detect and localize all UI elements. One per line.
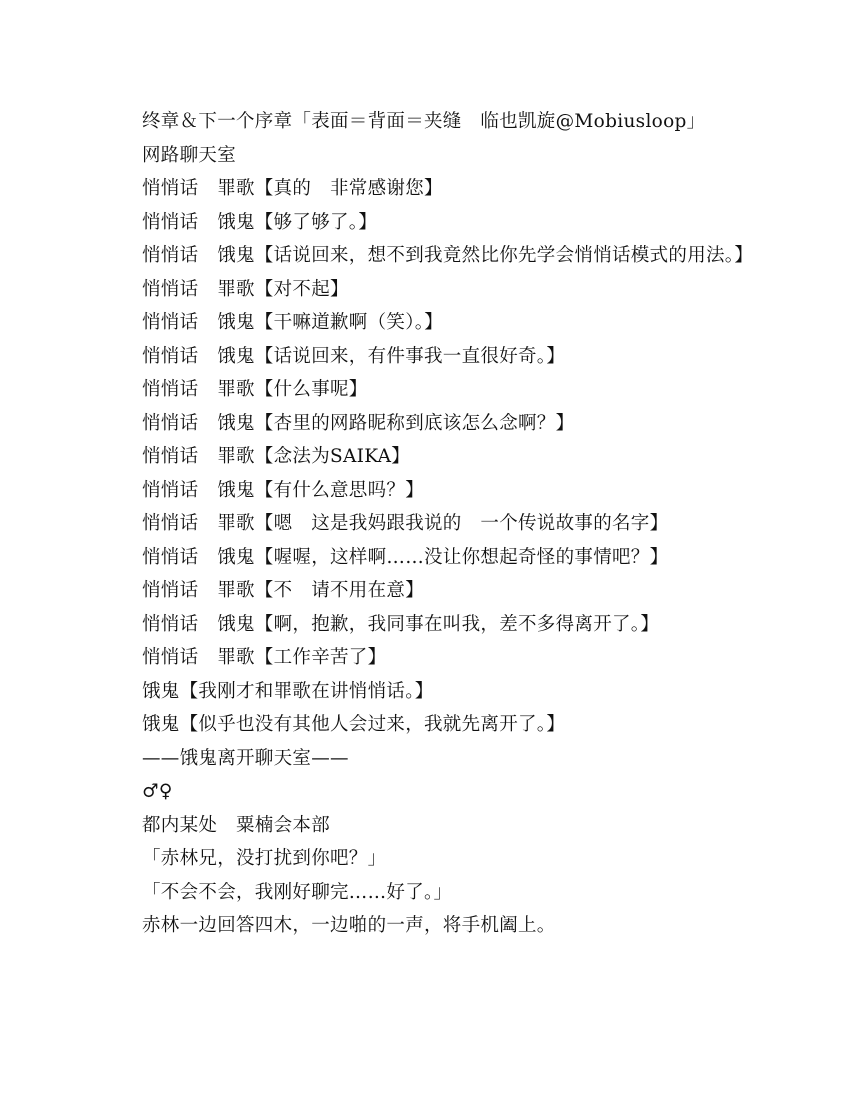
chat-line: 悄悄话 饿鬼【啊，抱歉，我同事在叫我，差不多得离开了。】 [142,613,660,635]
chat-line: 悄悄话 饿鬼【够了够了。】 [142,211,378,233]
chat-line: 悄悄话 饿鬼【话说回来，有件事我一直很好奇。】 [142,345,566,367]
scene-break-symbol: ♂♀ [142,781,173,802]
chat-line: 悄悄话 罪歌【什么事呢】 [142,379,368,400]
chat-line: 饿鬼【我刚才和罪歌在讲悄悄话。】 [142,680,434,702]
chat-line: 悄悄话 罪歌【念法为SAIKA】 [142,446,411,467]
scene-heading: 都内某处 粟楠会本部 [142,814,331,836]
dialogue-line: 「不会不会，我刚好聊完……好了。」 [142,881,453,903]
dialogue-line: 「赤林兄，没打扰到你吧？」 [142,848,387,869]
chat-line: 悄悄话 饿鬼【干嘛道歉啊（笑）。】 [142,312,444,333]
chapter-title: 终章＆下一个序章「表面＝背面＝夹缝 临也凯旋@Mobiusloop」 [142,111,706,132]
chat-line: 悄悄话 罪歌【嗯 这是我妈跟我说的 一个传说故事的名字】 [142,513,669,534]
chat-line: 悄悄话 罪歌【工作辛苦了】 [142,647,387,668]
chat-line: 悄悄话 饿鬼【杏里的网路昵称到底该怎么念啊？】 [142,412,575,434]
chat-line: 悄悄话 饿鬼【喔喔，这样啊……没让你想起奇怪的事情吧？】 [142,546,669,568]
chat-line: 饿鬼【似乎也没有其他人会过来，我就先离开了。】 [142,714,566,735]
scene-heading: 网路聊天室 [142,144,237,166]
narration-line: 赤林一边回答四木，一边啪的一声，将手机阖上。 [142,915,556,936]
chat-line: 悄悄话 饿鬼【有什么意思吗？】 [142,479,425,501]
chat-system-message: ——饿鬼离开聊天室—— [142,747,349,769]
chat-line: 悄悄话 饿鬼【话说回来，想不到我竟然比你先学会悄悄话模式的用法。】 [142,245,754,266]
chat-line: 悄悄话 罪歌【对不起】 [142,278,349,300]
chat-line: 悄悄话 罪歌【不 请不用在意】 [142,580,425,601]
document-body [100,105,754,943]
chat-line: 悄悄话 罪歌【真的 非常感谢您】 [142,178,443,199]
